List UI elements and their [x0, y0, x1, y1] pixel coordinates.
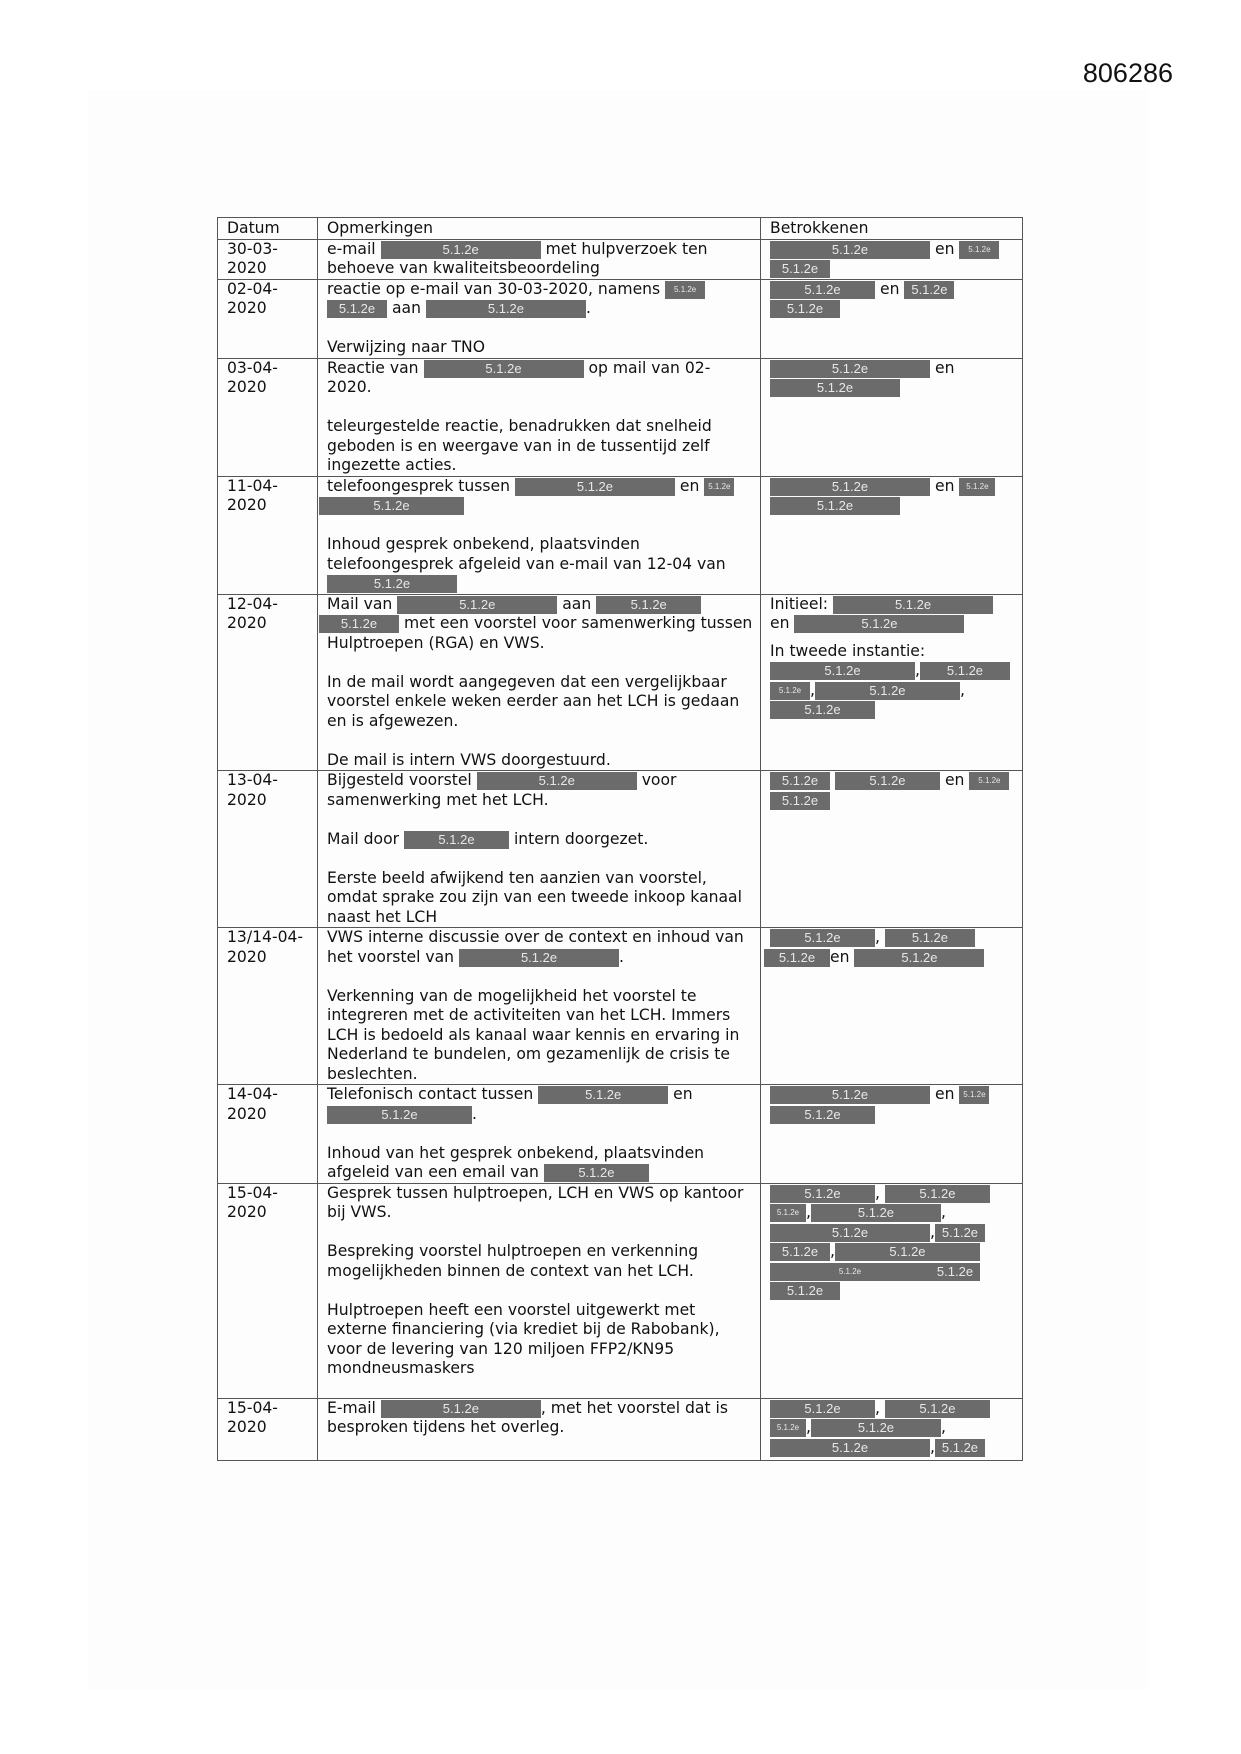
- notes-text: telefoongesprek tussen: [327, 476, 510, 495]
- notes-paragraph: [327, 477, 754, 516]
- redaction-box: 5.1.2e: [770, 260, 830, 278]
- conjunction-text: en: [879, 279, 900, 298]
- redaction-box: 5.1.2e: [770, 1224, 930, 1242]
- redaction-box: 5.1.2e: [459, 949, 619, 967]
- notes-text: Mail van: [327, 594, 393, 613]
- redaction-box: 5.1.2e: [477, 772, 637, 790]
- date-text: 13-04-: [227, 771, 278, 789]
- redaction-box: 5.1.2e: [811, 1204, 941, 1222]
- table-row: [218, 928, 1023, 1085]
- notes-cell: [318, 594, 761, 771]
- date-text: 2020: [227, 1104, 267, 1123]
- date-cell: [218, 358, 318, 476]
- date-cell: [218, 1085, 318, 1184]
- notes-text: voor samenwerking met het LCH.: [327, 771, 677, 809]
- redaction-box: 5.1.2e: [835, 1243, 980, 1261]
- notes-text: VWS interne discussie over de context en inhoud van het voorstel van: [327, 928, 744, 966]
- redaction-box: 5.1.2e: [770, 662, 915, 680]
- notes-paragraph: [327, 280, 754, 319]
- conjunction-text: en: [944, 771, 965, 789]
- notes-text: aan: [391, 299, 421, 317]
- redaction-box: 5.1.2e: [904, 281, 954, 299]
- table-row: [218, 239, 1023, 279]
- header-datum: Datum: [218, 218, 318, 240]
- table-row: [218, 358, 1023, 476]
- redaction-box: 5.1.2e: [764, 949, 830, 967]
- date-text: 11-04-: [227, 476, 278, 495]
- involved-cell: [761, 594, 1023, 771]
- redaction-box: 5.1.2e: [770, 241, 930, 259]
- notes-paragraph: [327, 535, 754, 594]
- redaction-box: 5.1.2e: [959, 241, 999, 259]
- notes-paragraph: In de mail wordt aangegeven dat een vergelijkbaar voorstel enkele weken eerder aan het LCH is gedaan en is afgewezen.: [327, 672, 740, 730]
- notes-text: en: [673, 1085, 693, 1103]
- redaction-box: 5.1.2e: [770, 1263, 930, 1281]
- redaction-box: 5.1.2e: [833, 596, 993, 614]
- redaction-box: 5.1.2e: [854, 949, 984, 967]
- redaction-box: 5.1.2e: [770, 1419, 806, 1437]
- redaction-box: 5.1.2e: [770, 682, 810, 700]
- notes-cell: [318, 1183, 761, 1398]
- notes-paragraph: Verwijzing naar TNO: [327, 338, 485, 356]
- redaction-box: 5.1.2e: [770, 929, 875, 947]
- redaction-box: 5.1.2e: [424, 360, 584, 378]
- redaction-box: 5.1.2e: [770, 360, 930, 378]
- date-cell: [218, 594, 318, 771]
- redaction-box: 5.1.2e: [770, 497, 900, 515]
- comma-text: ,: [959, 680, 965, 699]
- comma-text: ,: [810, 680, 815, 699]
- redaction-box: 5.1.2e: [770, 1106, 875, 1124]
- notes-paragraph: [327, 359, 754, 398]
- comma-text: ,: [915, 661, 920, 679]
- comma-text: ,: [806, 1418, 811, 1436]
- date-text: 2020: [227, 790, 267, 809]
- header-opmerkingen: Opmerkingen: [318, 218, 761, 240]
- involved-cell: [761, 1183, 1023, 1398]
- table-row: [218, 594, 1023, 771]
- notes-text: met een voorstel voor samenwerking tussen Hulptroepen (RGA) en VWS.: [327, 614, 753, 652]
- involved-cell: [761, 928, 1023, 1085]
- notes-cell: [318, 358, 761, 476]
- involved-cell: [761, 358, 1023, 476]
- redaction-box: 5.1.2e: [770, 1204, 806, 1222]
- involved-cell: [761, 1398, 1023, 1460]
- comma-text: ,: [930, 1437, 935, 1456]
- date-text: 2020: [227, 947, 267, 966]
- notes-text: E-mail: [327, 1398, 376, 1417]
- notes-paragraph: [327, 240, 754, 279]
- notes-paragraph: [327, 1399, 754, 1438]
- involved-cell: [761, 1085, 1023, 1184]
- redaction-box: 5.1.2e: [319, 615, 399, 633]
- timeline-table: [217, 217, 1023, 1461]
- table-row: [218, 771, 1023, 928]
- redaction-box: 5.1.2e: [770, 1243, 830, 1261]
- notes-paragraph: Eerste beeld afwijkend ten aanzien van voorstel, omdat sprake zou zijn van een tweede inkoop kanaal naast het LCH: [327, 868, 742, 926]
- date-text: 03-04-: [227, 358, 278, 377]
- redaction-box: 5.1.2e: [835, 772, 940, 790]
- notes-paragraph: [327, 1085, 754, 1124]
- redaction-box: 5.1.2e: [935, 1224, 985, 1242]
- redaction-box: 5.1.2e: [381, 1400, 541, 1418]
- notes-text: aan: [562, 594, 592, 613]
- redaction-box: 5.1.2e: [319, 497, 464, 515]
- date-cell: [218, 1183, 318, 1398]
- redaction-box: 5.1.2e: [665, 281, 705, 299]
- notes-text: e-mail: [327, 239, 376, 258]
- redaction-box: 5.1.2e: [885, 1400, 990, 1418]
- notes-text: intern doorgezet.: [513, 829, 649, 848]
- notes-text: Telefonisch contact tussen: [327, 1085, 534, 1103]
- notes-paragraph: Verkenning van de mogelijkheid het voorstel te integreren met de activiteiten van het LCH. Immers LCH is bedoeld als kanaal waar kennis en ervaring in Nederland te bundelen, om gezamenlijk de crisis te beslechten.: [327, 986, 740, 1083]
- header-betrokkenen: Betrokkenen: [761, 218, 1023, 240]
- date-text: 2020: [227, 614, 267, 632]
- date-cell: [218, 476, 318, 594]
- redaction-box: 5.1.2e: [770, 772, 830, 790]
- date-text: 12-04-: [227, 594, 278, 613]
- redaction-box: 5.1.2e: [327, 1106, 472, 1124]
- redaction-box: 5.1.2e: [704, 478, 734, 496]
- notes-paragraph: Bespreking voorstel hulptroepen en verkenning mogelijkheden binnen de context van het LCH.: [327, 1242, 699, 1280]
- notes-paragraph: Hulptroepen heeft een voorstel uitgewerkt met externe financiering (via krediet bij de Rabobank), voor de levering van 120 miljoen FFP2/KN95 mondneusmaskers: [327, 1300, 720, 1377]
- redaction-box: 5.1.2e: [770, 701, 875, 719]
- date-text: 15-04-: [227, 1183, 278, 1202]
- redaction-box: 5.1.2e: [544, 1164, 649, 1182]
- notes-text: op mail van 02-2020.: [327, 358, 711, 396]
- notes-text: Inhoud van het gesprek onbekend, plaatsvinden afgeleid van een email van: [327, 1143, 705, 1181]
- redaction-box: 5.1.2e: [770, 1400, 875, 1418]
- date-text: 15-04-: [227, 1398, 278, 1417]
- notes-text: Bijgesteld voorstel: [327, 771, 472, 789]
- label-text: In tweede instantie:: [770, 641, 926, 660]
- document-number: 806286: [1082, 58, 1173, 88]
- table-header-row: [218, 218, 1023, 240]
- involved-cell: [761, 476, 1023, 594]
- notes-cell: [318, 928, 761, 1085]
- date-text: 2020: [227, 1203, 267, 1221]
- notes-paragraph: [327, 771, 754, 810]
- date-text: 2020: [227, 1418, 267, 1436]
- comma-text: ,: [830, 1242, 835, 1260]
- redaction-box: 5.1.2e: [770, 281, 875, 299]
- date-text: 2020: [227, 496, 267, 514]
- notes-cell: [318, 239, 761, 279]
- comma-text: ,: [875, 1183, 880, 1202]
- redaction-box: 5.1.2e: [538, 1086, 668, 1104]
- redaction-box: 5.1.2e: [770, 478, 930, 496]
- table-row: [218, 476, 1023, 594]
- notes-text: reactie op e-mail van 30-03-2020, namens: [327, 279, 661, 298]
- redaction-box: 5.1.2e: [794, 615, 964, 633]
- date-cell: [218, 771, 318, 928]
- redaction-box: 5.1.2e: [930, 1263, 980, 1281]
- label-text: Initieel:: [770, 594, 829, 613]
- notes-text: Inhoud gesprek onbekend, plaatsvinden telefoongesprek afgeleid van e-mail van 12-04 van: [327, 535, 726, 573]
- comma-text: ,: [940, 1203, 946, 1221]
- notes-paragraph: [327, 1144, 754, 1183]
- redaction-box: 5.1.2e: [770, 792, 830, 810]
- table-row: [218, 279, 1023, 358]
- redaction-box: 5.1.2e: [596, 596, 701, 614]
- date-cell: [218, 239, 318, 279]
- notes-paragraph: [327, 595, 754, 654]
- date-text: 14-04-: [227, 1085, 278, 1103]
- notes-cell: [318, 771, 761, 928]
- redaction-box: 5.1.2e: [815, 682, 960, 700]
- comma-text: ,: [806, 1203, 811, 1221]
- notes-text: .: [585, 299, 591, 317]
- notes-text: Mail door: [327, 829, 400, 848]
- redaction-box: 5.1.2e: [811, 1419, 941, 1437]
- redaction-box: 5.1.2e: [885, 929, 975, 947]
- notes-paragraph: [327, 830, 754, 850]
- redaction-box: 5.1.2e: [327, 300, 387, 318]
- date-text: 2020: [227, 378, 267, 396]
- redaction-box: 5.1.2e: [770, 1086, 930, 1104]
- notes-cell: [318, 476, 761, 594]
- notes-text: .: [619, 947, 624, 966]
- notes-paragraph: Gesprek tussen hulptroepen, LCH en VWS op kantoor bij VWS.: [327, 1183, 744, 1221]
- redaction-box: 5.1.2e: [515, 478, 675, 496]
- redaction-box: 5.1.2e: [969, 772, 1009, 790]
- table-row: [218, 1183, 1023, 1398]
- date-text: 30-03-: [227, 239, 278, 258]
- table-row: [218, 1398, 1023, 1460]
- date-text: 02-04-: [227, 279, 278, 298]
- redaction-box: 5.1.2e: [959, 478, 995, 496]
- notes-text: en: [679, 476, 700, 495]
- notes-paragraph: [327, 928, 754, 967]
- redaction-box: 5.1.2e: [920, 662, 1010, 680]
- table-row: [218, 1085, 1023, 1184]
- notes-paragraph: teleurgestelde reactie, benadrukken dat snelheid geboden is en weergave van in de tussentijd zelf ingezette acties.: [327, 417, 712, 474]
- notes-paragraph: De mail is intern VWS doorgestuurd.: [327, 750, 611, 769]
- date-text: 2020: [227, 299, 267, 317]
- date-cell: [218, 279, 318, 358]
- redaction-box: 5.1.2e: [770, 300, 840, 318]
- comma-text: ,: [940, 1418, 946, 1436]
- notes-cell: [318, 279, 761, 358]
- notes-text: , met het voorstel dat is besproken tijdens het overleg.: [327, 1398, 728, 1436]
- involved-cell: [761, 771, 1023, 928]
- notes-text: Reactie van: [327, 358, 419, 377]
- notes-cell: [318, 1398, 761, 1460]
- redaction-box: 5.1.2e: [770, 1185, 875, 1203]
- redaction-box: 5.1.2e: [885, 1185, 990, 1203]
- notes-cell: [318, 1085, 761, 1184]
- redaction-box: 5.1.2e: [381, 241, 541, 259]
- date-cell: [218, 1398, 318, 1460]
- comma-text: ,: [930, 1222, 935, 1241]
- conjunction-text: en: [934, 358, 955, 377]
- date-text: 2020: [227, 259, 267, 277]
- involved-cell: [761, 239, 1023, 279]
- redaction-box: 5.1.2e: [770, 1282, 840, 1300]
- redaction-box: 5.1.2e: [959, 1086, 989, 1104]
- redaction-box: 5.1.2e: [426, 300, 586, 318]
- redaction-box: 5.1.2e: [404, 831, 509, 849]
- redaction-box: 5.1.2e: [397, 596, 557, 614]
- date-text: 13/14-04-: [227, 928, 304, 946]
- involved-cell: [761, 279, 1023, 358]
- notes-text: met hulpverzoek ten behoeve van kwaliteitsbeoordeling: [327, 239, 708, 277]
- redaction-box: 5.1.2e: [770, 1439, 930, 1457]
- conjunction-text: en: [934, 1085, 955, 1103]
- notes-text: .: [472, 1104, 477, 1123]
- comma-text: ,: [875, 1398, 880, 1417]
- conjunction-text: en: [934, 239, 955, 258]
- conjunction-text: en: [934, 476, 955, 495]
- conjunction-text: en: [770, 614, 790, 632]
- redaction-box: 5.1.2e: [327, 575, 457, 593]
- redaction-box: 5.1.2e: [770, 379, 900, 397]
- redaction-box: 5.1.2e: [935, 1439, 985, 1457]
- comma-text: ,: [875, 928, 880, 946]
- conjunction-text: en: [830, 947, 850, 966]
- date-cell: [218, 928, 318, 1085]
